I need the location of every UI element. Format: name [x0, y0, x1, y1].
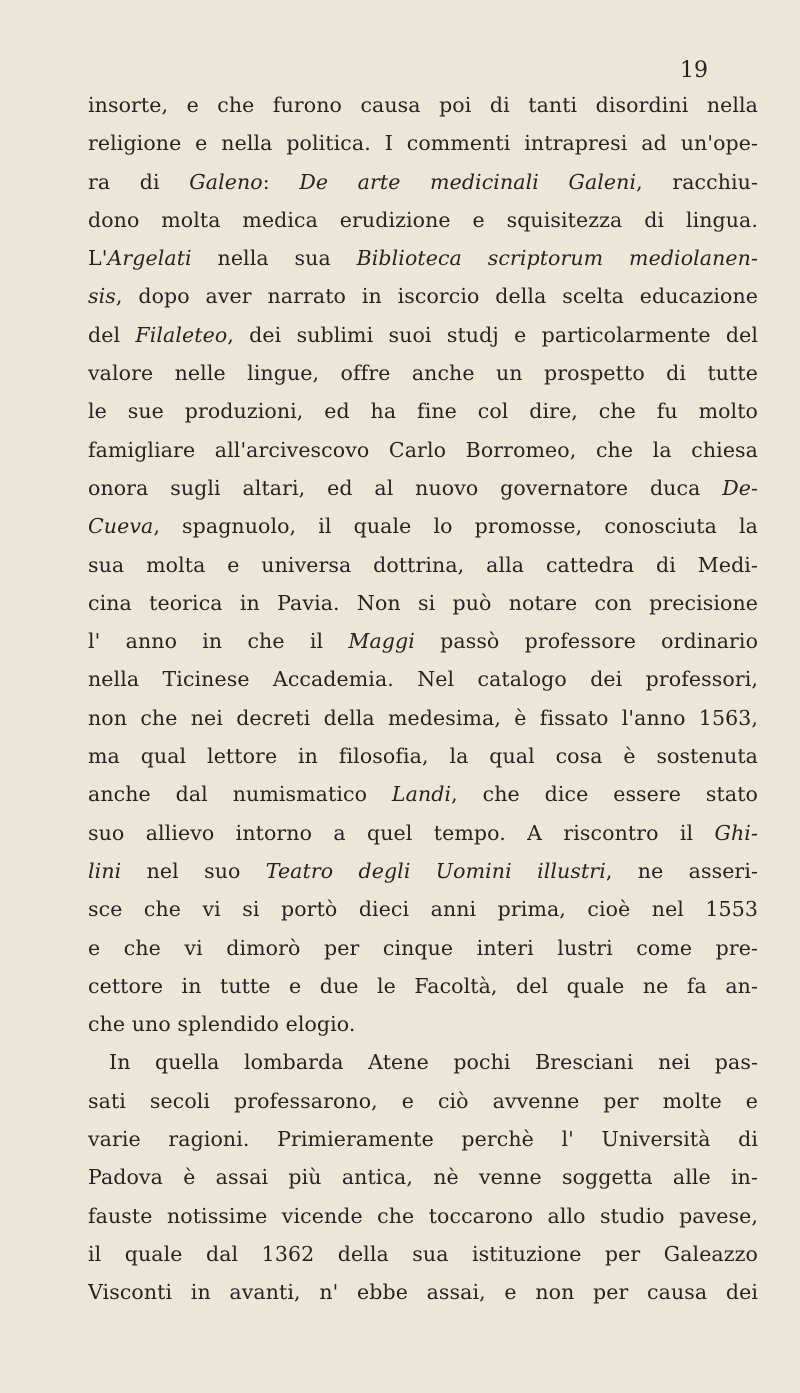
text-line	[88, 277, 758, 315]
text-line	[88, 1120, 758, 1158]
text-line	[88, 1273, 758, 1311]
text-segment: , ne asseri-	[605, 858, 758, 883]
text-segment: passò professore ordinario	[414, 629, 758, 654]
page-number: 19	[680, 58, 708, 83]
text-segment: fauste notissime vicende che toccarono allo studio pavese,	[88, 1203, 758, 1228]
text-segment: cettore in tutte e due le Facoltà, del quale ne fa an-	[88, 973, 758, 998]
text-line	[88, 392, 758, 430]
text-line	[88, 737, 758, 775]
text-segment: , racchiu-	[636, 169, 758, 194]
italic-text: lini	[88, 858, 122, 883]
text-line	[88, 1005, 758, 1043]
text-line	[88, 852, 758, 890]
text-segment: In quella lombarda Atene pochi Bresciani nei pas-	[109, 1050, 758, 1075]
text-segment: , spagnuolo, il quale lo promosse, conosciuta la	[153, 514, 758, 539]
text-line	[88, 316, 758, 354]
text-segment: sce che vi si portò dieci anni prima, cioè nel 1553	[88, 897, 758, 922]
text-line	[88, 967, 758, 1005]
text-segment: , che dice essere stato	[451, 782, 758, 807]
italic-text: sis	[88, 284, 116, 309]
text-segment: nel suo	[121, 858, 266, 883]
italic-text: Argelati	[107, 246, 192, 271]
italic-text: Filaleteo	[135, 322, 228, 347]
text-line	[88, 201, 758, 239]
text-segment: nella sua	[191, 246, 357, 271]
italic-text: Biblioteca scriptorum mediolanen-	[356, 246, 758, 271]
text-segment: Visconti in avanti, n' ebbe assai, e non per causa dei	[88, 1280, 758, 1305]
text-line	[88, 124, 758, 162]
text-segment: varie ragioni. Primieramente perchè l' Università di	[88, 1127, 758, 1152]
text-segment: L'	[88, 246, 108, 271]
text-segment: valore nelle lingue, offre anche un prospetto di tutte	[88, 361, 758, 386]
text-line	[88, 354, 758, 392]
text-segment: il quale dal 1362 della sua istituzione per Galeazzo	[88, 1241, 758, 1266]
italic-text: Galeno	[189, 169, 263, 194]
text-segment: anche dal numismatico	[88, 782, 392, 807]
text-segment: sati secoli professarono, e ciò avvenne per molte e	[88, 1088, 758, 1113]
text-line	[88, 699, 758, 737]
text-segment: ra di	[88, 169, 190, 194]
italic-text: Cueva	[88, 514, 154, 539]
text-line	[88, 890, 758, 928]
text-segment: religione e nella politica. I commenti intrapresi ad un'ope-	[88, 131, 758, 156]
text-segment: onora sugli altari, ed al nuovo governatore duca	[88, 475, 723, 500]
body-text	[88, 86, 758, 1312]
text-line	[88, 86, 758, 124]
text-segment: sua molta e universa dottrina, alla cattedra di Medi-	[88, 552, 758, 577]
text-line	[88, 1082, 758, 1120]
italic-text: Maggi	[348, 629, 415, 654]
text-segment: ma qual lettore in filosofia, la qual cosa è sostenuta	[88, 744, 758, 769]
text-segment: cina teorica in Pavia. Non si può notare con precisione	[88, 590, 758, 615]
text-line	[88, 622, 758, 660]
italic-text: De arte medicinali Galeni	[299, 169, 637, 194]
text-line	[88, 775, 758, 813]
text-segment: dono molta medica erudizione e squisitezza di lingua.	[88, 207, 758, 232]
text-segment: l' anno in che il	[88, 629, 349, 654]
italic-text: Ghi-	[714, 820, 758, 845]
text-line	[88, 239, 758, 277]
text-line	[88, 1043, 758, 1081]
text-line	[88, 431, 758, 469]
text-segment: Padova è assai più antica, nè venne soggetta alle in-	[88, 1165, 758, 1190]
text-segment: insorte, e che furono causa poi di tanti disordini nella	[88, 93, 758, 117]
text-segment: , dei sublimi suoi studj e particolarmente del	[227, 322, 758, 347]
text-line	[88, 660, 758, 698]
text-segment: e che vi dimorò per cinque interi lustri come pre-	[88, 935, 758, 960]
text-line	[88, 163, 758, 201]
text-line	[88, 929, 758, 967]
text-segment: non che nei decreti della medesima, è fissato l'anno 1563,	[88, 705, 758, 730]
text-segment: del	[88, 322, 136, 347]
italic-text: Landi	[391, 782, 452, 807]
text-line	[88, 546, 758, 584]
text-segment: :	[262, 169, 300, 194]
text-line	[88, 1197, 758, 1235]
text-segment: nella Ticinese Accademia. Nel catalogo dei professori,	[88, 667, 758, 692]
text-line	[88, 1235, 758, 1273]
text-line	[88, 507, 758, 545]
italic-text: De-	[722, 475, 758, 500]
text-segment: che uno splendido elogio.	[88, 1012, 356, 1037]
text-segment: suo allievo intorno a quel tempo. A riscontro il	[88, 820, 715, 845]
text-segment: famigliare all'arcivescovo Carlo Borromeo, che la chiesa	[88, 437, 758, 462]
text-line	[88, 584, 758, 622]
text-segment: , dopo aver narrato in iscorcio della scelta educazione	[115, 284, 758, 309]
text-line	[88, 814, 758, 852]
text-segment: le sue produzioni, ed ha fine col dire, che fu molto	[88, 399, 758, 424]
text-line	[88, 1158, 758, 1196]
text-line	[88, 469, 758, 507]
italic-text: Teatro degli Uomini illustri	[265, 858, 606, 883]
